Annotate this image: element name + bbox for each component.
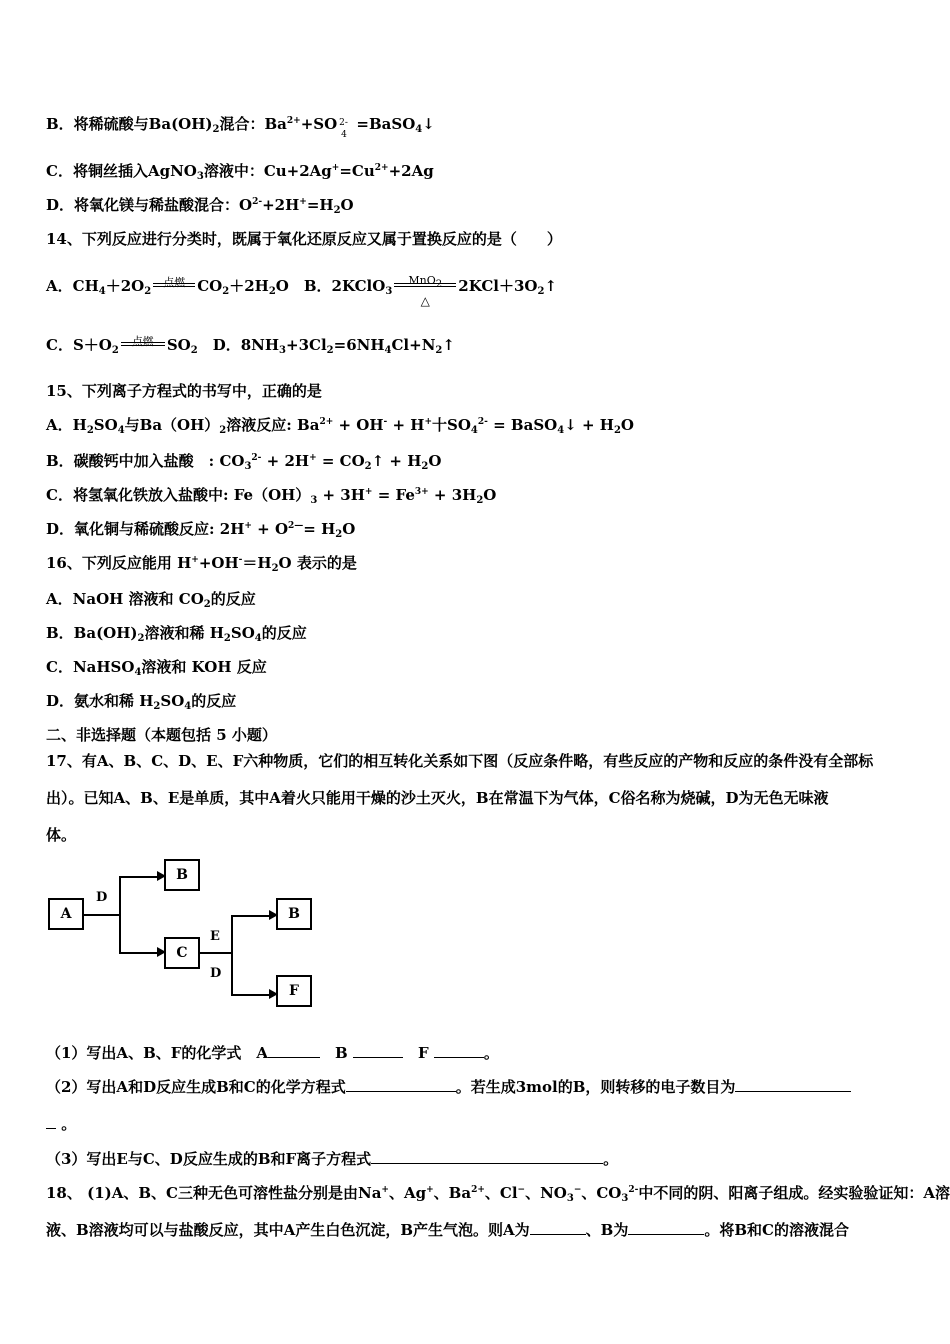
answer-blank-b[interactable] <box>353 1057 403 1058</box>
q16-option-c: C．NaHSO$_4$溶液和 KOH 反应 <box>46 658 267 678</box>
answer-blank-ionic-equation[interactable] <box>371 1163 603 1164</box>
q16-option-d: D．氨水和稀 $H_2SO_4$的反应 <box>46 692 237 712</box>
q15-option-a: A．$H_2SO_4$与$Ba(OH)_2$溶液反应: $Ba^{2+} + OH^- + H^+$十$SO_4^{2-}$ = BaSO$_4$↓ + $H_2O$ <box>46 416 634 436</box>
q14-option-a-b: A．$CH_4+2O_2$ 点燃 $CO_2+2H_2O$ B．2KClO$_3$ MnO$_2$ △ $2KCl+3O_2↑$ <box>46 274 558 308</box>
q18-line-1: 18、 (1)A、B、C三种无色可溶性盐分别是由Na+、Ag+、$Ba^{2+}$、Cl−、$NO_3^-$、$CO_3^{2-}$中不同的阴、阳离子组成。经实验验证知：A溶 <box>46 1184 950 1204</box>
diagram-label-e: E <box>210 929 220 944</box>
q17-line-3: 体。 <box>46 826 77 844</box>
q13-option-b: B．将稀硫酸与$Ba(OH)_2$混合：$Ba^{2+}+SO$ 2- 4 =BaSO$_4$↓ <box>46 115 435 140</box>
q13-option-d: D．将氧化镁与稀盐酸混合：$O^{2-}+2H^+=H_2O$ <box>46 196 354 216</box>
q14-option-c-d: C．$S+O_2$ 点燃 $SO_2$ D．$8NH_3+3Cl_2=6NH_4Cl+N_2↑$ <box>46 335 455 356</box>
q16-stem: 16、下列反应能用 $H^++OH^-=H_2O$ 表示的是 <box>46 554 357 574</box>
q17-part-2: （2）写出A和D反应生成B和C的化学方程式 。若生成3mol的B，则转移的电子数目为 <box>46 1077 851 1097</box>
answer-blank-electrons[interactable] <box>735 1091 851 1092</box>
diagram-box-c: C <box>164 937 200 969</box>
answer-blank-equation[interactable] <box>346 1091 456 1092</box>
q16-option-a: A．NaOH 溶液和 $CO_2$的反应 <box>46 590 256 610</box>
q13-option-c: C．将铜丝插入AgNO$_3$溶液中：$Cu+2Ag^+=Cu^{2+}+2Ag$ <box>46 162 434 182</box>
diagram-box-f: F <box>276 975 312 1007</box>
q17-line-1: 17、有A、B、C、D、E、F六种物质，它们的相互转化关系如下图（反应条件略，有些反应的产物和反应的条件没有全部标 <box>46 752 874 770</box>
answer-blank-f[interactable] <box>434 1057 484 1058</box>
q17-part-1: （1）写出A、B、F的化学式 A B F 。 <box>46 1044 499 1062</box>
q15-option-d: D．氧化铜与稀硫酸反应: $2H^+ + O^{2—}= H_2O$ <box>46 520 356 540</box>
section-2-heading: 二、非选择题（本题包括 5 小题） <box>46 726 277 744</box>
q14-stem: 14、下列反应进行分类时，既属于氧化还原反应又属于置换反应的是（ ） <box>46 230 562 248</box>
diagram-label-d1: D <box>96 890 108 905</box>
diagram-box-b1: B <box>164 859 200 891</box>
diagram-box-a: A <box>48 898 84 930</box>
answer-blank-a[interactable] <box>268 1057 320 1058</box>
q18-line-2: 液、B溶液均可以与盐酸反应，其中A产生白色沉淀，B产生气泡。则A为 、B为 。将B和C的溶液混合 <box>46 1221 849 1239</box>
diagram-box-b2: B <box>276 898 312 930</box>
q15-stem: 15、下列离子方程式的书写中，正确的是 <box>46 382 322 400</box>
diagram-label-d2: D <box>210 966 222 981</box>
q15-option-c: C．将氢氧化铁放入盐酸中: $Fe(OH)_3 + 3H^+ = Fe^{3+} + 3H_2O$ <box>46 486 497 506</box>
q17-part-2-cont: 。 <box>46 1114 76 1134</box>
q15-option-b: B．碳酸钙中加入盐酸 : $CO_3^{2-} + 2H^+$ = $CO_2↑ + H_2O$ <box>46 452 442 472</box>
answer-blank-b-salt[interactable] <box>628 1234 704 1235</box>
answer-blank-a-salt[interactable] <box>530 1234 586 1235</box>
q17-part-3: （3）写出E与C、D反应生成的B和F离子方程式 。 <box>46 1150 619 1168</box>
q17-line-2: 出）。已知A、B、E是单质，其中A着火只能用干燥的沙土灭火，B在常温下为气体，C俗名称为烧碱，D为无色无味液 <box>46 789 829 807</box>
q16-option-b: B．$Ba(OH)_2$溶液和稀 $H_2SO_4$的反应 <box>46 624 307 644</box>
